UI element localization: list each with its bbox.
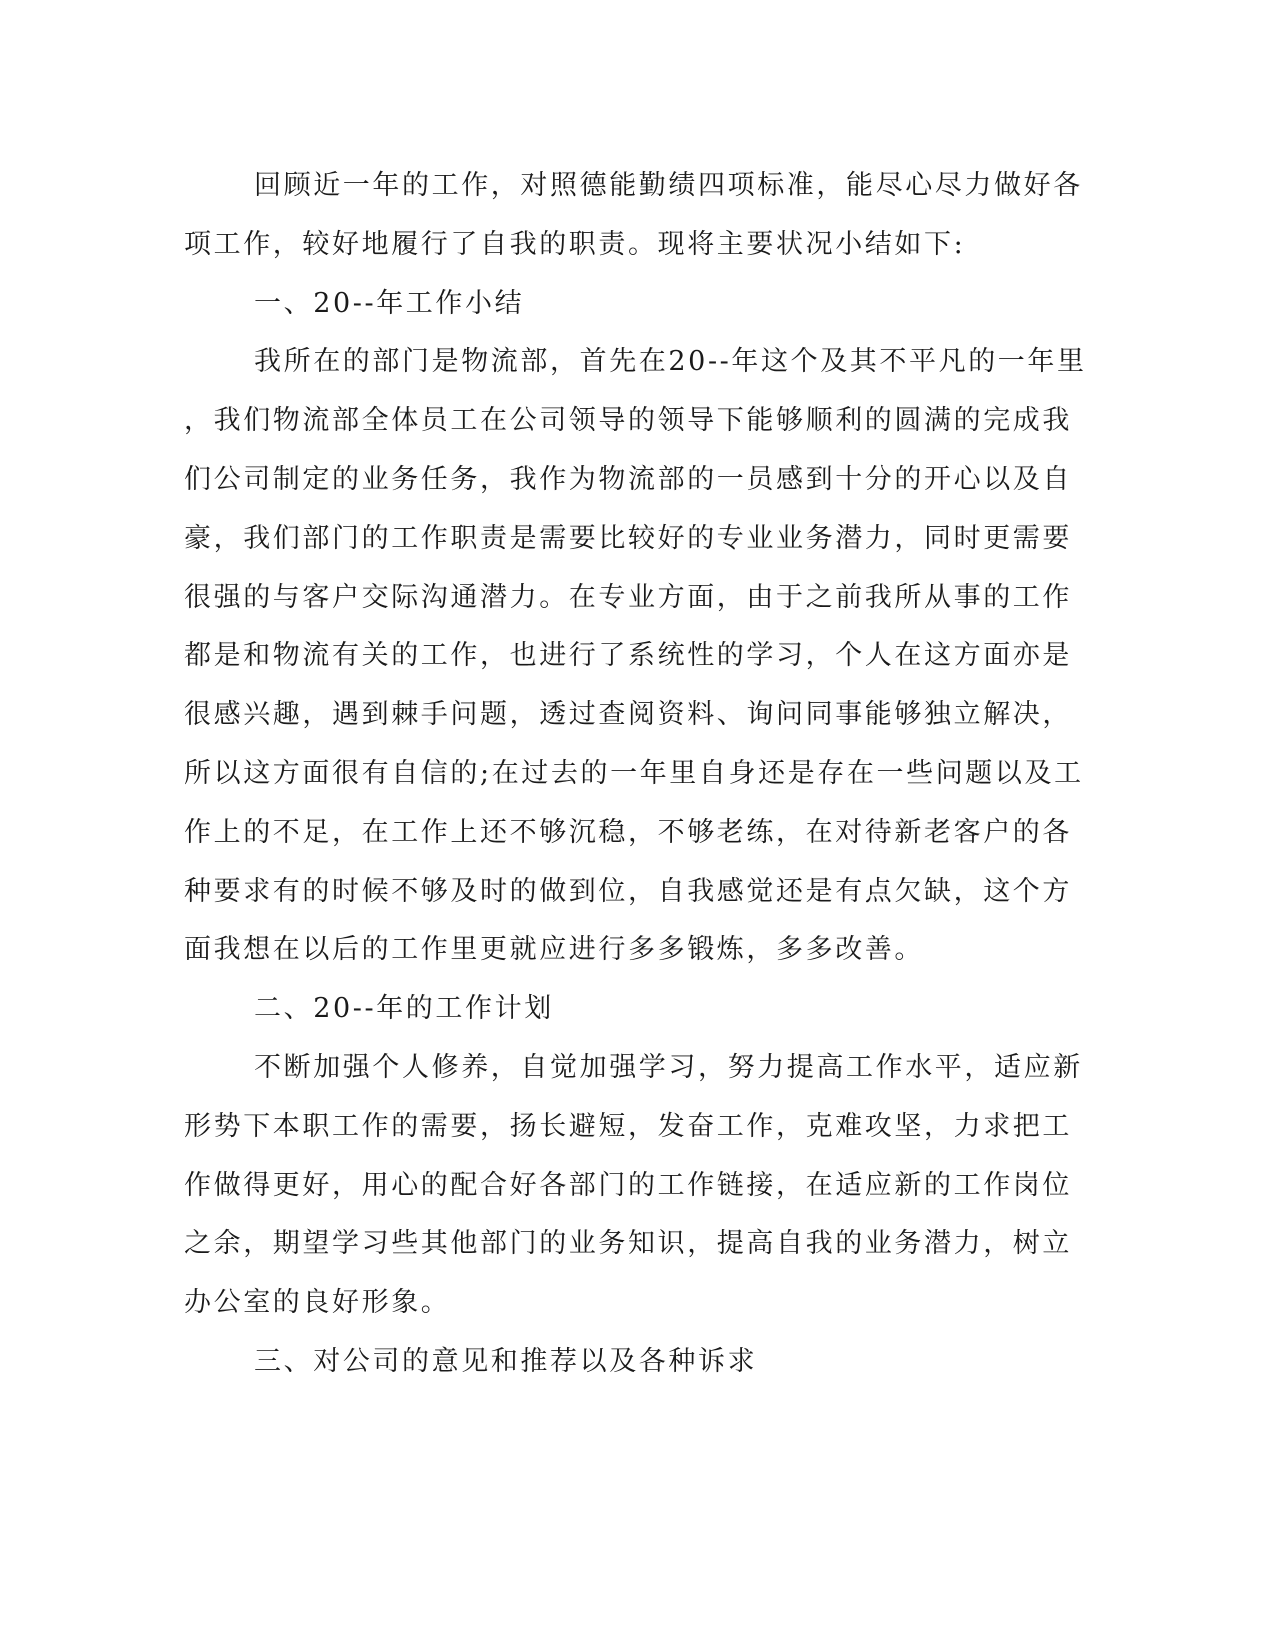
paragraph-intro-line: 项工作，较好地履行了自我的职责。现将主要状况小结如下: [184,228,966,260]
section-heading-3: 三、对公司的意见和推荐以及各种诉求 [254,1345,758,1377]
section-heading-2: 二、20--年的工作计划 [254,993,554,1025]
paragraph-summary-line: 们公司制定的业务任务，我作为物流部的一员感到十分的开心以及自 [184,463,1072,495]
paragraph-summary-line: 很感兴趣，遇到棘手问题，透过查阅资料、询问同事能够独立解决， [184,699,1072,731]
paragraph-summary-line: 很强的与客户交际沟通潜力。在专业方面，由于之前我所从事的工作 [184,581,1072,613]
paragraph-intro-line: 回顾近一年的工作，对照德能勤绩四项标准，能尽心尽力做好各 [254,170,1083,201]
paragraph-summary-line: 作上的不足，在工作上还不够沉稳，不够老练，在对待新老客户的各 [184,816,1072,848]
paragraph-plan-line: 办公室的良好形象。 [184,1287,451,1319]
paragraph-summary-line: 都是和物流有关的工作，也进行了系统性的学习，个人在这方面亦是 [184,640,1072,672]
paragraph-plan-line: 不断加强个人修养，自觉加强学习，努力提高工作水平，适应新 [254,1051,1083,1083]
document-body [184,157,1087,1392]
paragraph-summary-line: 豪，我们部门的工作职责是需要比较好的专业业务潜力，同时更需要 [184,522,1072,554]
section-heading-1: 一、20--年工作小结 [254,287,525,319]
paragraph-summary-line: ，我们物流部全体员工在公司领导的领导下能够顺利的圆满的完成我 [184,405,1072,437]
paragraph-summary-line: 我所在的部门是物流部，首先在20--年这个及其不平凡的一年里 [254,346,1087,378]
paragraph-summary-line: 所以这方面很有自信的;在过去的一年里自身还是存在一些问题以及工 [184,757,1084,789]
paragraph-plan-line: 之余，期望学习些其他部门的业务知识，提高自我的业务潜力，树立 [184,1228,1072,1260]
paragraph-summary-line: 面我想在以后的工作里更就应进行多多锻炼，多多改善。 [184,934,924,966]
paragraph-plan-line: 形势下本职工作的需要，扬长避短，发奋工作，克难攻坚，力求把工 [184,1110,1072,1142]
paragraph-plan-line: 作做得更好，用心的配合好各部门的工作链接，在适应新的工作岗位 [184,1169,1072,1201]
paragraph-summary-line: 种要求有的时候不够及时的做到位，自我感觉还是有点欠缺，这个方 [184,875,1072,907]
